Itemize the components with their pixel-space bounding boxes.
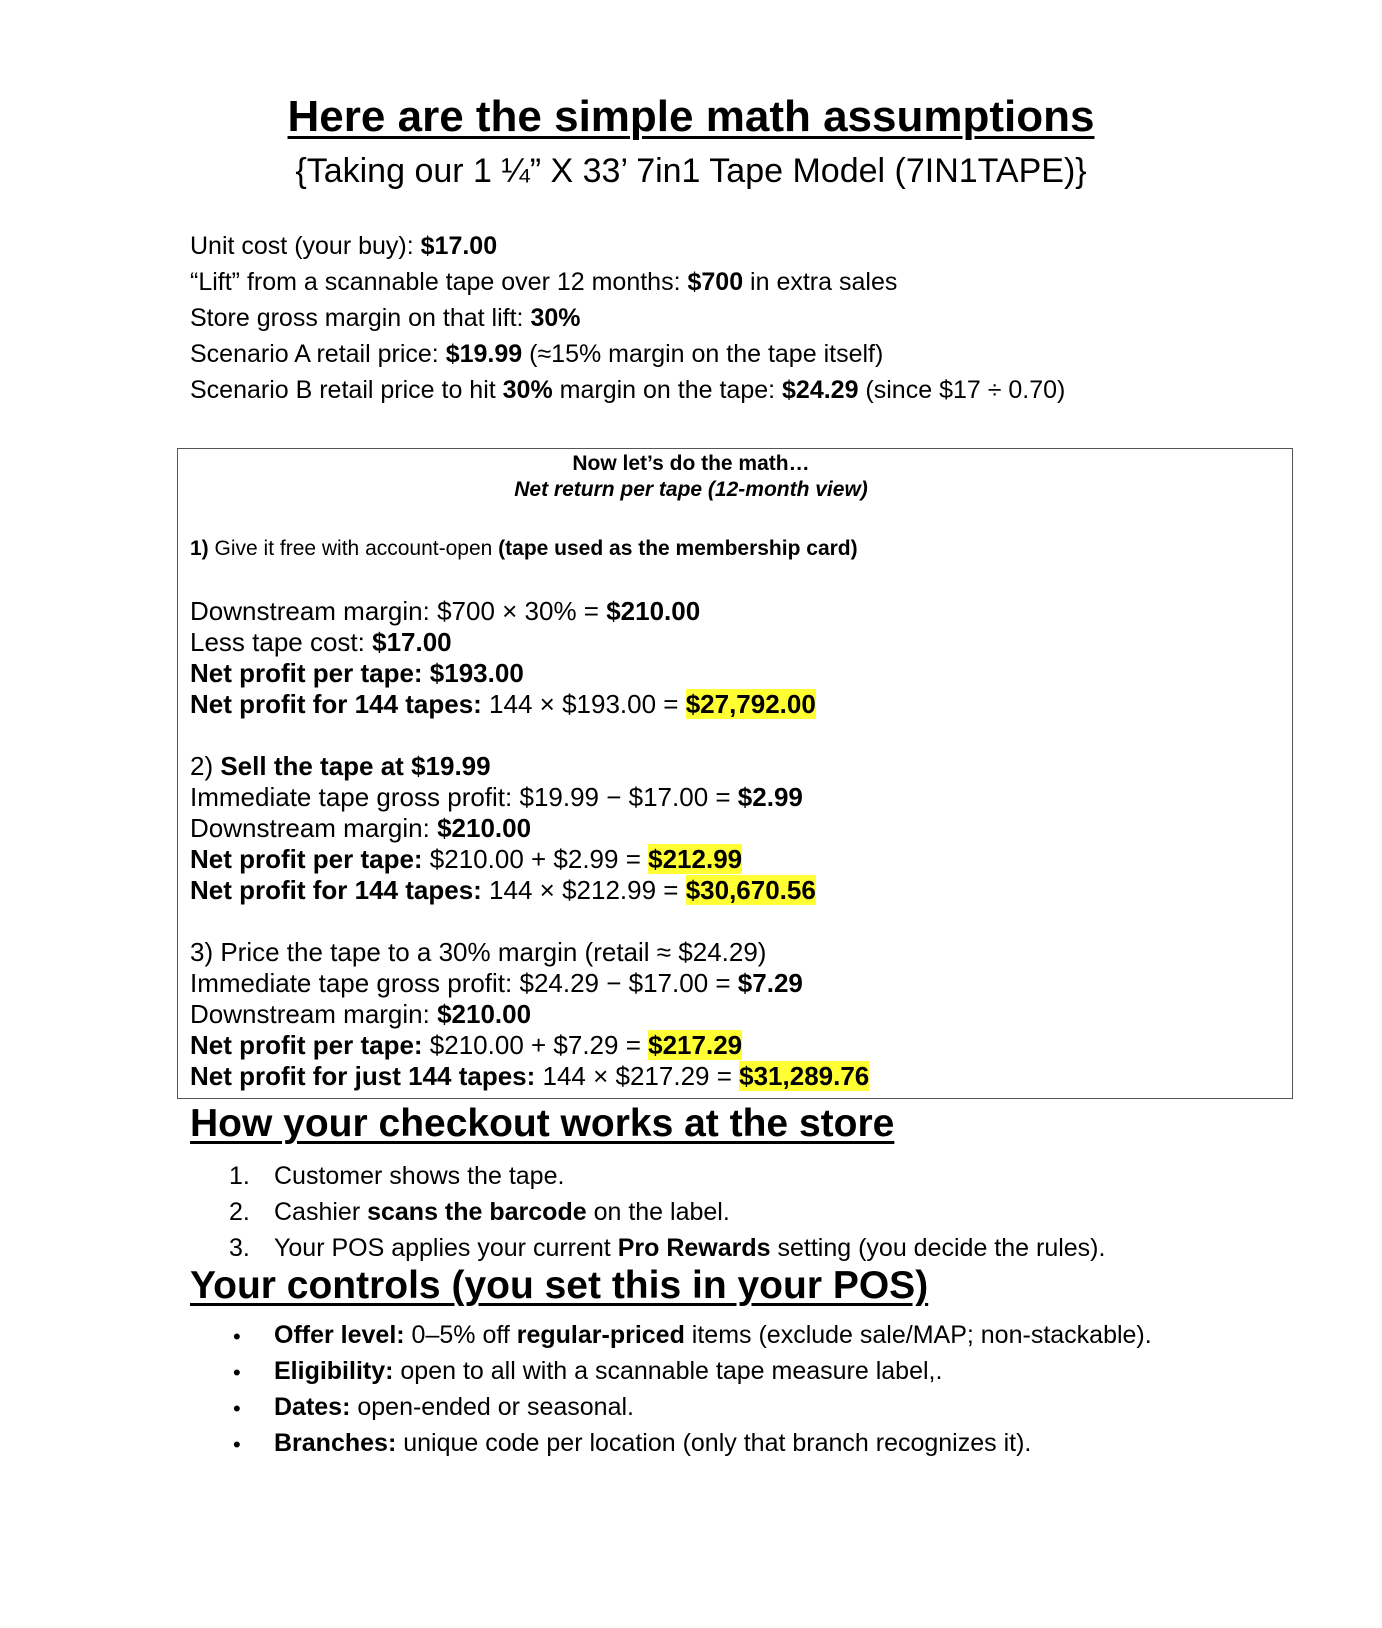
s3-net-144-highlight: $31,289.76: [739, 1061, 870, 1091]
control-offer-level: Offer level: 0–5% off regular-priced items (exclude sale/MAP; non-stackable).: [274, 1321, 1152, 1349]
scenario-2-heading: 2) Sell the tape at $19.99: [190, 751, 491, 781]
bullet-icon: •: [233, 1324, 241, 1349]
s2-immediate: Immediate tape gross profit: $19.99 − $17.00 = $2.99: [190, 782, 803, 812]
s3-net-144: Net profit for just 144 tapes: 144 × $217.29 = $31,289.76: [190, 1061, 870, 1091]
s1-downstream: Downstream margin: $700 × 30% = $210.00: [190, 596, 701, 626]
checkout-step-1: Customer shows the tape.: [274, 1162, 565, 1190]
math-box-subheading: Net return per tape (12-month view): [514, 478, 868, 501]
s2-downstream: Downstream margin: $210.00: [190, 813, 532, 843]
controls-heading: Your controls (you set this in your POS): [190, 1264, 929, 1307]
s1-net-144-highlight: $27,792.00: [685, 689, 816, 719]
checkout-step-3: Your POS applies your current Pro Rewards setting (you decide the rules).: [274, 1234, 1106, 1262]
page-title: Here are the simple math assumptions: [287, 92, 1095, 141]
s3-net-highlight: $217.29: [648, 1030, 743, 1060]
s3-net-per-tape: Net profit per tape: $210.00 + $7.29 = $217.29: [190, 1030, 743, 1060]
assumption-unit-cost: Unit cost (your buy): $17.00: [190, 232, 498, 260]
bullet-icon: •: [233, 1360, 241, 1385]
checkout-step-2: Cashier scans the barcode on the label.: [274, 1198, 730, 1226]
control-eligibility: Eligibility: open to all with a scannable tape measure label,.: [274, 1357, 943, 1385]
bullet-icon: •: [233, 1396, 241, 1421]
s3-downstream: Downstream margin: $210.00: [190, 999, 532, 1029]
control-dates: Dates: open-ended or seasonal.: [274, 1393, 634, 1421]
s1-net-per-tape: Net profit per tape: $193.00: [190, 658, 524, 688]
checkout-step-2-num: 2.: [229, 1198, 250, 1226]
bullet-icon: •: [233, 1432, 241, 1457]
s1-net-144: Net profit for 144 tapes: 144 × $193.00 = $27,792.00: [190, 689, 816, 719]
scenario-3-heading: 3) Price the tape to a 30% margin (retail ≈ $24.29): [190, 937, 767, 967]
s2-net-highlight: $212.99: [648, 844, 743, 874]
s1-less-cost: Less tape cost: $17.00: [190, 627, 452, 657]
math-box-heading: Now let’s do the math…: [572, 452, 810, 475]
scenario-1-heading: 1) Give it free with account-open (tape used as the membership card): [190, 537, 858, 560]
assumption-scenario-a: Scenario A retail price: $19.99 (≈15% margin on the tape itself): [190, 340, 884, 368]
page-subtitle: {Taking our 1 ¼” X 33’ 7in1 Tape Model (7IN1TAPE)}: [295, 152, 1087, 190]
checkout-step-3-num: 3.: [229, 1234, 250, 1262]
checkout-step-1-num: 1.: [229, 1162, 250, 1190]
s2-net-144: Net profit for 144 tapes: 144 × $212.99 = $30,670.56: [190, 875, 816, 905]
s3-immediate: Immediate tape gross profit: $24.29 − $17.00 = $7.29: [190, 968, 803, 998]
assumption-scenario-b: Scenario B retail price to hit 30% margin on the tape: $24.29 (since $17 ÷ 0.70): [190, 376, 1066, 404]
control-branches: Branches: unique code per location (only that branch recognizes it).: [274, 1429, 1032, 1457]
checkout-heading: How your checkout works at the store: [190, 1102, 895, 1145]
assumption-margin: Store gross margin on that lift: 30%: [190, 304, 581, 332]
s2-net-144-highlight: $30,670.56: [685, 875, 816, 905]
assumption-lift: “Lift” from a scannable tape over 12 months: $700 in extra sales: [190, 268, 898, 296]
s2-net-per-tape: Net profit per tape: $210.00 + $2.99 = $212.99: [190, 844, 743, 874]
